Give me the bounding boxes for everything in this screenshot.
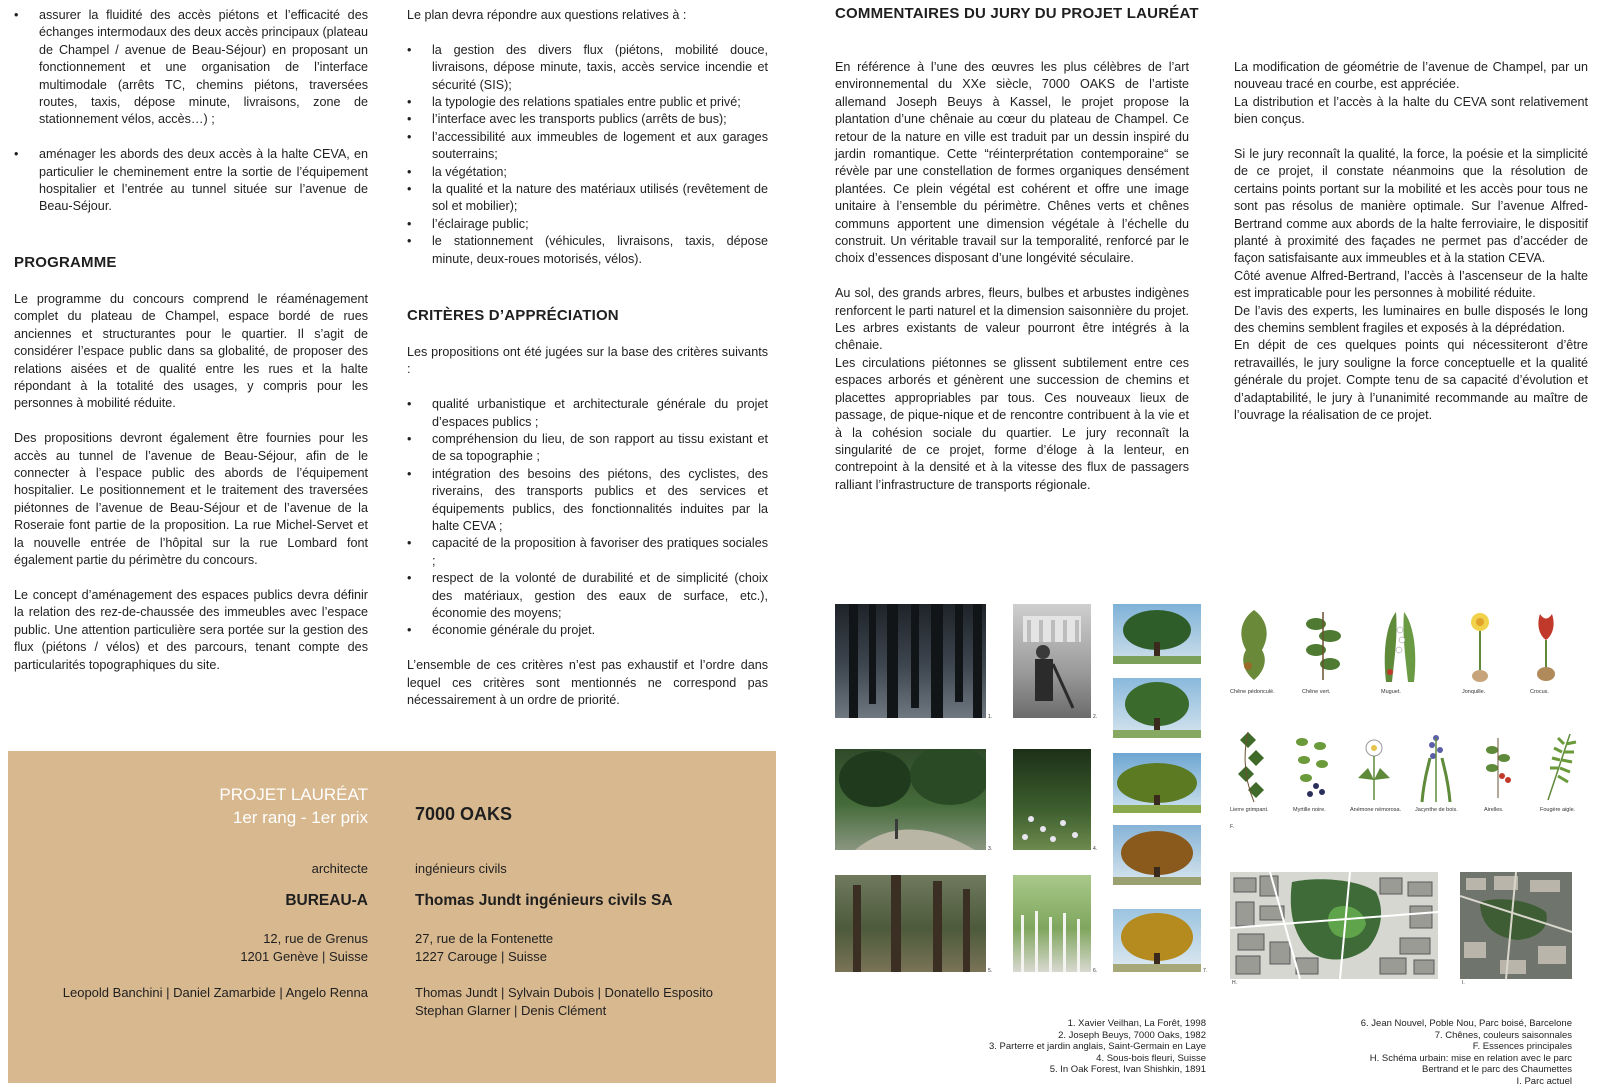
paragraph: Le concept d’aménagement des espaces publics devra définir la relation des rez-de-chaussée des immeubles avec l’espace public. Une attention particulière sera portée sur la gestion des flux (piétons / vélos) et des parcours, tenant compte des particularités topographiques du site. [14,587,368,672]
oak-tree-photo [1113,909,1201,972]
current-park-aerial [1460,872,1572,979]
paragraph: De l’avis des experts, les luminaires en bulle disposés le long des chemins semblent fragiles et exposés à la déprédation. [1234,303,1588,336]
anemone-illustration [1352,728,1396,803]
lierre-illustration [1230,728,1270,803]
captions-right [1361,1018,1572,1088]
myrtille-illustration [1290,728,1334,803]
veilhan-foret-photo [835,604,986,718]
holm-oak-illustration [1302,606,1344,684]
oak-tree-photo [1113,753,1201,813]
architect-address-line1: 12, rue de Grenus [263,931,368,946]
oak-tree-photo [1113,825,1201,885]
photo-number: 2. [1093,714,1098,720]
flower-label: Chêne pédonculé. [1230,689,1275,695]
engineer-role: ingénieurs civils [415,861,507,876]
column-1 [14,7,368,216]
muguet-illustration [1378,606,1422,684]
paragraph: Des propositions devront également être fournies pour les accès au tunnel de l’avenue de Beau-Séjour, afin de le connecter à l’espace public des abords de l’équipement hospitalier. Le positionnement et le traitement des traversées piétonnes de l’avenue de Beau-Séjour et de l’avenue de la Roseraie font partie de la proposition. La rue Michel-Servet et la nouvelle entrée de l’hôpital sur la rue Lombard font également partie du périmètre du concours. [14,431,368,568]
project-name: 7000 OAKS [415,804,513,824]
criteria-closing: L’ensemble de ces critères n’est pas exhaustif et l’ordre dans lequel ces critères sont mentionnés ne correspond pas nécessairement à un ordre de priorité. [407,658,768,708]
criteria-text [407,344,768,710]
jacynthe-illustration [1416,728,1456,803]
flower-label: Jonquille. [1462,689,1486,695]
photo-number: 5. [988,968,993,974]
jonquille-illustration [1460,606,1500,684]
list-item: • la gestion des divers flux (piétons, mobilité douce, livraisons, dépose minute, taxis, accès service incendie et sécurité (SIS); [407,42,768,94]
flower-label: Jacynthe de bois. [1415,807,1458,813]
list-item: • compréhension du lieu, de son rapport au tissu existant et de sa topographie ; [407,431,768,466]
paragraph: La distribution et l’accès à la halte du CEVA sont relativement bien conçus. [1234,94,1588,127]
flower-label: Fougère aigle. [1540,807,1576,813]
crocus-illustration [1526,606,1570,684]
photo-number: 4. [1093,846,1098,852]
photo-number: 1. [988,714,993,720]
paragraph: Côté avenue Alfred-Bertrand, l’accès à l’ascenseur de la halte est impraticable pour les personnes à mobilité réduite. [1234,268,1588,301]
list-item: • la typologie des relations spatiales entre public et privé; [407,94,768,111]
paragraph: En référence à l’une des œuvres les plus célèbres de l’art environnemental du XXe siècle, 7000 OAKS de l’artiste allemand Joseph Beuys à Kassel, le projet propose la plantation d’une chênaie au cœur du plateau de Champel. Ce retour de la nature en ville est traduit par un dessin inspiré du jardin romantique. Cette “réinterprétation contemporaine“ se révèle par une constellation de formes organiques densément plantées. Ce plein végétal est cohérent et offre une image unitaire à l’ensemble du périmètre. Chênes verts et chênes communs apportent une dimension végétale à l’échelle du construit. Un véritable travail sur la temporalité, renforcé par le choix d’essences disposant d’une longévité séculaire. [835,60,1189,266]
laureat-rank: 1er rang - 1er prix [232,808,368,827]
caption-line: 6. Jean Nouvel, Poble Nou, Parc boisé, Barcelone [1360,1018,1572,1029]
criteria-intro: Les propositions ont été jugées sur la base des critères suivants : [407,345,768,377]
oak-tree-photo [1113,678,1201,738]
list-item: • respect de la volonté de durabilité et de simplicité (choix des matériaux, gestion des eaux de surface, etc.), économie des moyens; [407,570,768,622]
list-item: • qualité urbanistique et architecturale générale du projet d’espaces publics ; [407,396,768,431]
paragraph: Les circulations piétonnes se glissent subtilement entre ces espaces arborés et génèrent une succession de chemins et placettes appropriables par tous. Ces nouveaux lieux de passage, de pique-nique et de rencontre contribuent à la vie et à la cohésion sociale du quartier. Le jury reconnaît la singularité de ce projet, forme d’éloge à la lenteur, en contrepoint à la densité et à la vitesse des flux de passagers ralliant l’infrastructure de transports régionale. [835,355,1189,492]
paragraph: Le programme du concours comprend le réaménagement complet du plateau de Champel, espace bordé de rues anciennes et structurantes pour le quartier. Il s’agit de considérer l’espace public dans sa globalité, de proposer des relations aisées et de qualité entre les rues et la halte répondant à la totalité des usages, y compris pour les personnes à mobilité réduite. [14,292,368,411]
beuys-7000-oaks-photo [1013,604,1091,718]
criteria-list [407,396,768,640]
plan-intro: Le plan devra répondre aux questions relatives à : [407,8,687,22]
flower-label: Anémone némorosa. [1350,807,1402,813]
figure-letter: I. [1462,980,1465,986]
caption-line: 7. Chênes, couleurs saisonnales [1434,1029,1572,1041]
captions-left [989,1018,1206,1076]
caption-line: H. Schéma urbain: mise en relation avec le parc [1369,1052,1572,1064]
caption-line: 5. In Oak Forest, Ivan Shishkin, 1891 [1049,1064,1206,1076]
architect-team: Leopold Banchini | Daniel Zamarbide | Angelo Renna [62,985,368,1000]
list-item: • économie générale du projet. [407,622,768,639]
shishkin-oak-forest-photo [835,875,986,972]
urban-schema-map [1230,872,1438,979]
engineer-team-line2: Stephan Glarner | Denis Clément [415,1003,607,1018]
caption-line: 2. Joseph Beuys, 7000 Oaks, 1982 [1058,1029,1206,1041]
caption-line: I. Parc actuel [1516,1075,1572,1087]
architect-name: BUREAU-A [285,892,368,909]
flower-label: Chêne vert. [1302,689,1331,695]
flower-label: Crocus. [1530,689,1549,695]
caption-line: F. Essences principales [1472,1041,1572,1053]
photo-number: 6. [1093,968,1098,974]
paragraph: La modification de géométrie de l’avenue de Champel, par un nouveau tracé en courbe, est appréciée. [1234,60,1588,92]
oak-leaf-illustration [1234,606,1274,684]
caption-line: Bertrand et le parc des Chaumettes [1422,1064,1572,1076]
plan-questions-list [407,42,768,268]
paragraph: En dépit de ces quelques points qui nécessiteront d’être retravaillés, le jury souligne la force conceptuelle et la qualité générale du projet. Compte tenu de sa capacité d’évolution et d’adaptabilité, le jury à l’unanimité recommande au maître de l’ouvrage la réalisation de ce projet. [1234,338,1588,423]
engineer-address-line2: 1227 Carouge | Suisse [415,949,548,964]
list-item: • assurer la fluidité des accès piétons et l’efficacité des échanges intermodaux des deux accès principaux (plateau de Champel / avenue de Beau-Séjour) en proposant un fonctionnement et une organisation de l’interface multimodale (arrêts TC, chemins piétons, traversées routes, taxis, dépose minute, livraisons, zone de stationnement vélos, accès…) ; [14,7,368,129]
engineer-name: Thomas Jundt ingénieurs civils SA [415,892,673,909]
caption-line: 1. Xavier Veilhan, La Forêt, 1998 [1067,1018,1206,1029]
flower-label: Lierre grimpant. [1230,807,1269,813]
caption-line: 4. Sous-bois fleuri, Suisse [1096,1052,1206,1064]
architect-address-line2: 1201 Genève | Suisse [240,949,368,964]
paragraph: Au sol, des grands arbres, fleurs, bulbes et arbustes indigènes renforcent le parti naturel et la dimension saisonnière du projet. Les arbres existants de valeur pourront être intégrés à la chênaie. [835,286,1189,353]
fougere-illustration [1540,728,1578,803]
programme-text [14,291,368,674]
sous-bois-photo [1013,749,1091,850]
list-item: • la qualité et la nature des matériaux utilisés (revêtement de sol et mobilier); [407,181,768,216]
flower-label: Myrtille noire. [1293,807,1326,813]
list-item: • la végétation; [407,164,768,181]
photo-number: 3. [988,846,993,852]
laureat-band [8,751,776,1083]
list-item: • l’interface avec les transports publics (arrêts de bus); [407,111,768,128]
criteria-heading: CRITÈRES D’APPRÉCIATION [407,307,619,324]
engineer-address-line1: 27, rue de la Fontenette [415,931,554,946]
paragraph: Si le jury reconnaît la qualité, la force, la poésie et la simplicité de ce projet, il constate néanmoins que la résolution de certains points portant sur la mobilité et les accès pour tous ne sont pas résolus de manière optimale. Sur l’avenue Alfred-Bertrand comme aux abords de la halte ferroviaire, le dispositif planté à proximité des façades ne permet pas d’accéder de façon satisfaisante aux immeubles et à la station CEVA. [1234,147,1588,266]
nouvel-parc-boise-photo [1013,875,1091,972]
list-item: • le stationnement (véhicules, livraisons, taxis, dépose minute, deux-roues motorisés, vélos). [407,233,768,268]
objectives-list [14,7,368,216]
caption-line: 3. Parterre et jardin anglais, Saint-Germain en Laye [988,1041,1206,1053]
jury-text-right [1234,59,1588,425]
photo-number: 7. [1203,968,1208,974]
list-item: • l’accessibilité aux immeubles de logement et aux garages souterrains; [407,129,768,164]
parterre-jardin-photo [835,749,986,850]
laureat-label: PROJET LAURÉAT [219,785,368,804]
programme-heading: PROGRAMME [14,254,117,271]
column-2 [407,7,768,268]
flower-label: Muguet. [1381,689,1401,695]
architect-role: architecte [311,861,368,876]
jury-heading: COMMENTAIRES DU JURY DU PROJET LAURÉAT [835,5,1199,22]
list-item: • aménager les abords des deux accès à la halte CEVA, en particulier le cheminement entre la sortie de l’équipement hospitalier et l’entrée au tunnel située sur l’avenue de Beau-Séjour. [14,146,368,216]
engineer-team-line1: Thomas Jundt | Sylvain Dubois | Donatello Esposito [415,985,713,1000]
figure-letter: H. [1232,980,1237,986]
list-item: • l’éclairage public; [407,216,768,233]
airelles-illustration [1478,728,1518,803]
list-item: • intégration des besoins des piétons, des cyclistes, des riverains, des transports publics et des services et équipements publics, des fonctionnalités induites par la halte CEVA ; [407,466,768,536]
oak-tree-photo [1113,604,1201,664]
list-item: • capacité de la proposition à favoriser des pratiques sociales ; [407,535,768,570]
flower-label: Airelles. [1484,807,1504,813]
jury-text-left [835,59,1189,494]
figure-letter: F. [1230,824,1234,830]
